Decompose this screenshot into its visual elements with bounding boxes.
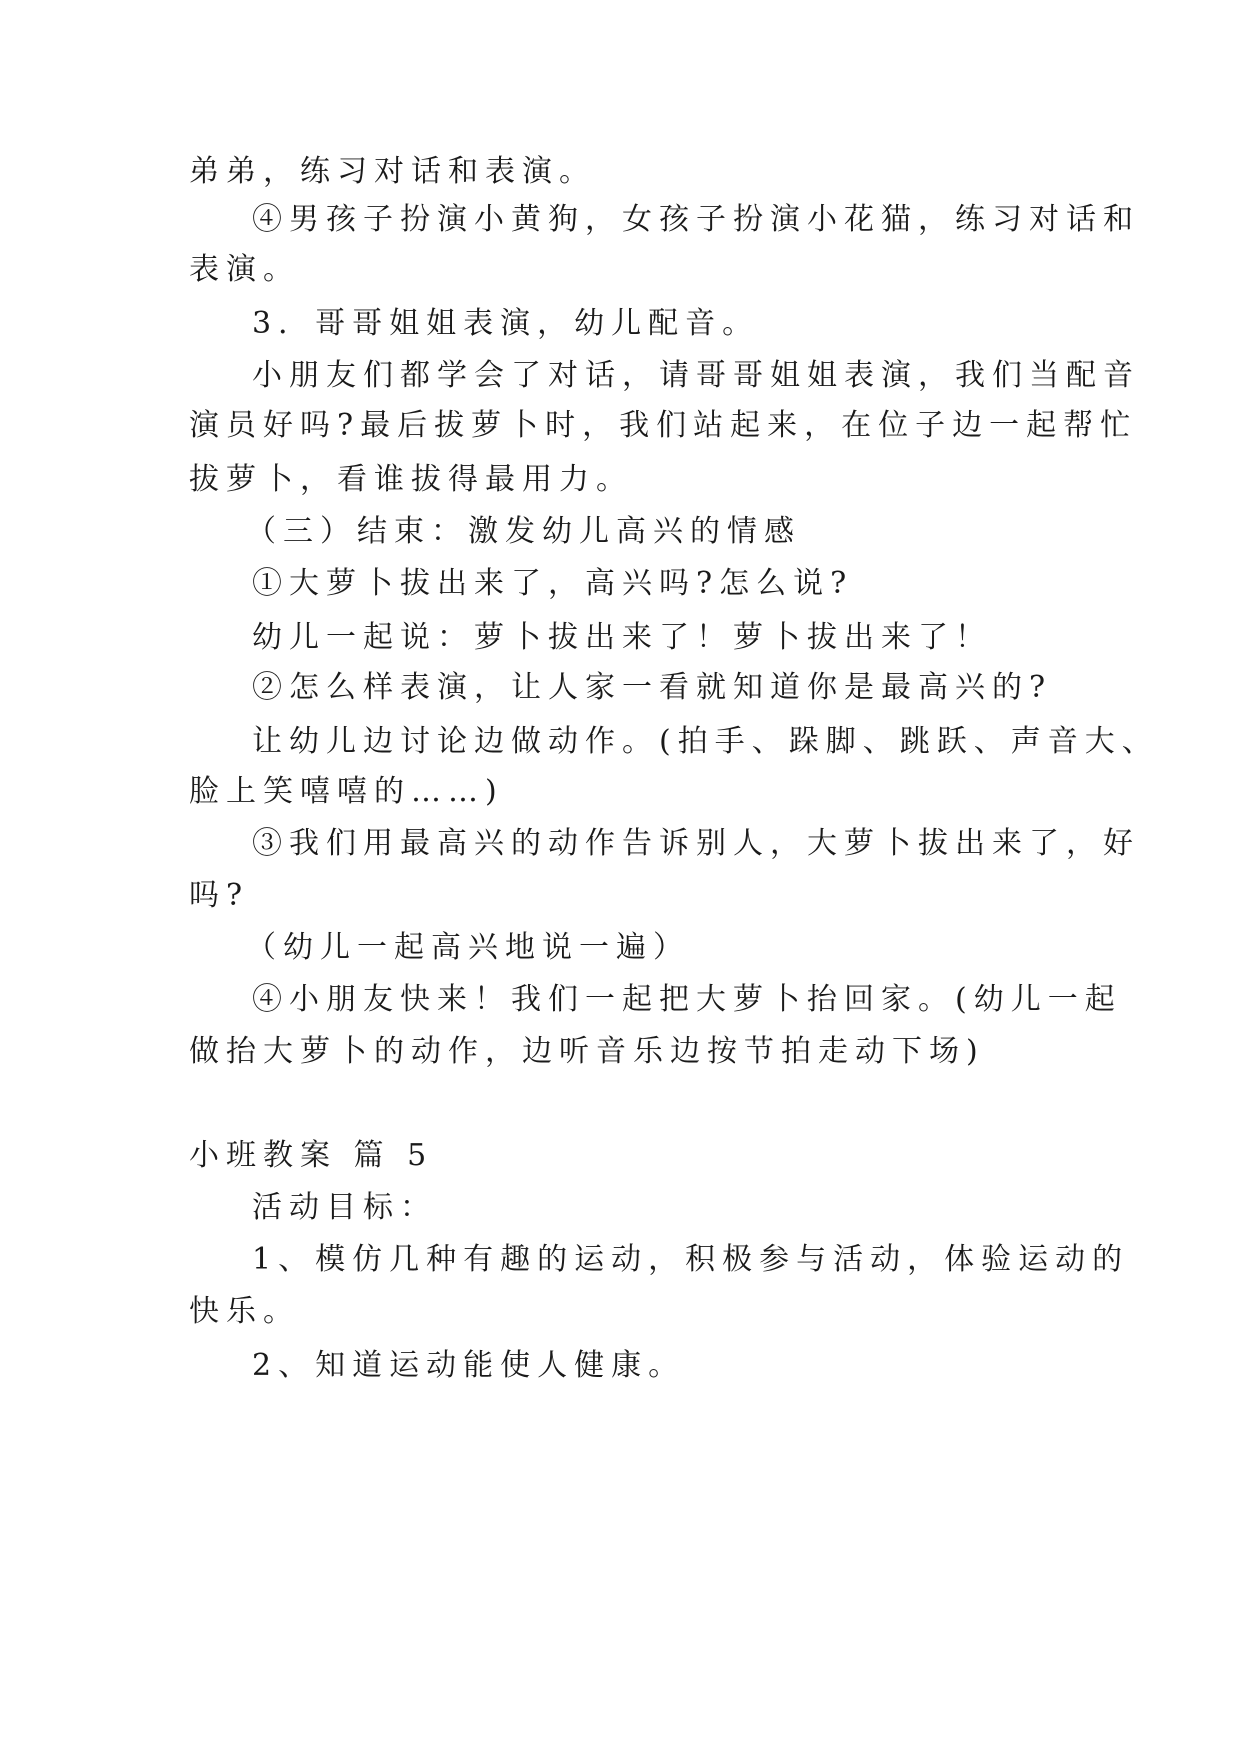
text-line: 吗?: [189, 878, 250, 913]
text-line: （幼儿一起高兴地说一遍）: [246, 930, 690, 965]
text-line: ③我们用最高兴的动作告诉别人，大萝卜拔出来了，好: [252, 826, 1140, 861]
text-line: 演员好吗?最后拔萝卜时，我们站起来，在位子边一起帮忙: [189, 408, 1138, 443]
list-item: 2、知道运动能使人健康。: [252, 1348, 686, 1383]
text-line: 快乐。: [189, 1294, 300, 1329]
text-line: 拔萝卜，看谁拔得最用力。: [189, 462, 633, 497]
text-line: ④小朋友快来！我们一起把大萝卜抬回家。(幼儿一起: [252, 982, 1122, 1017]
list-item: 1、模仿几种有趣的运动，积极参与活动，体验运动的: [252, 1242, 1130, 1277]
text-line: 做抬大萝卜的动作，边听音乐边按节拍走动下场): [189, 1034, 985, 1069]
text-line: ④男孩子扮演小黄狗，女孩子扮演小花猫，练习对话和: [252, 202, 1140, 237]
text-line: 表演。: [189, 252, 300, 287]
text-line: 让幼儿边讨论边做动作。(拍手、跺脚、跳跃、声音大、: [252, 724, 1159, 759]
section-heading: （三）结束：激发幼儿高兴的情感: [246, 514, 801, 549]
section-title: 小班教案 篇 5: [189, 1138, 434, 1173]
text-line: 幼儿一起说：萝卜拔出来了！萝卜拔出来了！: [252, 620, 992, 655]
numbered-step: 3．哥哥姐姐表演，幼儿配音。: [252, 306, 760, 341]
text-line: 弟弟，练习对话和表演。: [189, 154, 596, 189]
text-line: ①大萝卜拔出来了，高兴吗?怎么说?: [252, 566, 854, 601]
text-line: ②怎么样表演，让人家一看就知道你是最高兴的?: [252, 670, 1053, 705]
text-line: 脸上笑嘻嘻的……): [189, 774, 504, 809]
subheading: 活动目标：: [252, 1190, 437, 1225]
text-line: 小朋友们都学会了对话，请哥哥姐姐表演，我们当配音: [252, 358, 1140, 393]
